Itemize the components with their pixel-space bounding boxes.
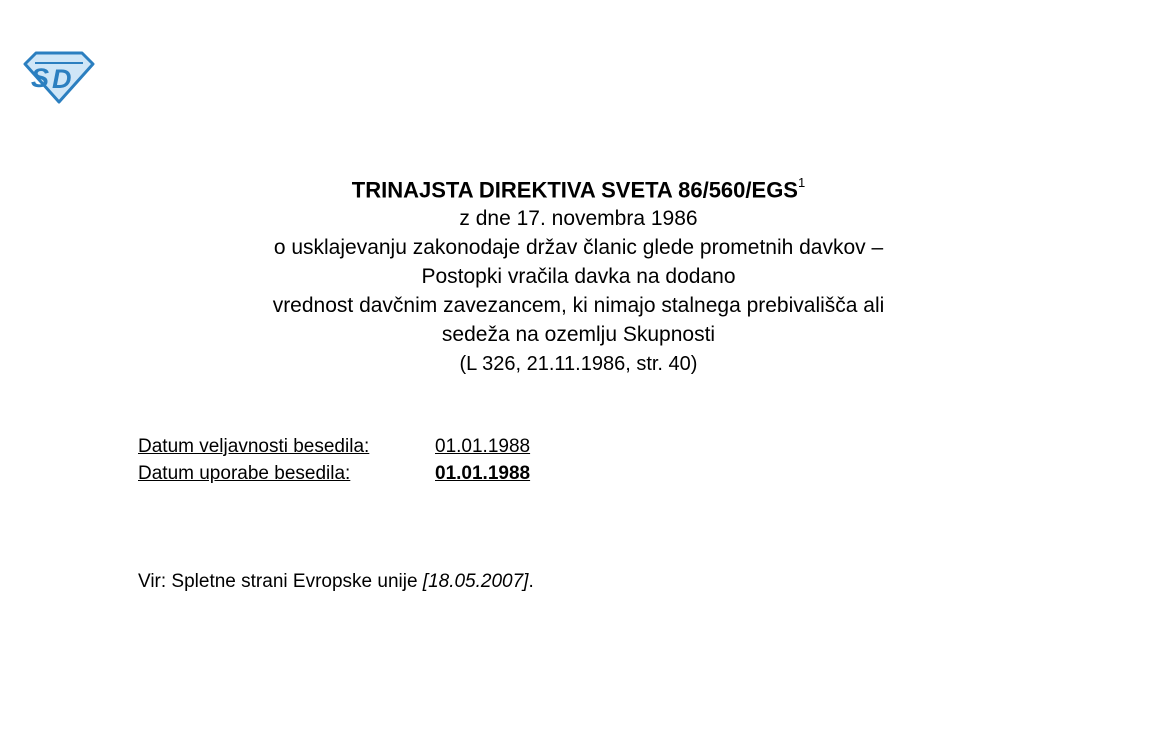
use-date-label: Datum uporabe besedila: bbox=[138, 463, 351, 484]
source-date: [18.05.2007] bbox=[422, 571, 529, 592]
validity-date-row bbox=[138, 433, 530, 460]
source-prefix: Vir: Spletne strani Evropske unije bbox=[138, 571, 423, 592]
subtitle-line: o usklajevanju zakonodaje držav članic glede prometnih davkov – bbox=[273, 236, 884, 260]
use-date-row bbox=[138, 460, 530, 487]
svg-text:S: S bbox=[31, 63, 50, 93]
footnote-mark: 1 bbox=[797, 175, 806, 190]
title-text: TRINAJSTA DIREKTIVA SVETA 86/560/EGS bbox=[351, 177, 798, 203]
sd-shield-logo-icon bbox=[22, 50, 96, 104]
official-journal-reference: (L 326, 21.11.1986, str. 40) bbox=[459, 353, 698, 376]
dates-block bbox=[138, 433, 530, 487]
subtitle-line: z dne 17. novembra 1986 bbox=[459, 207, 698, 231]
use-date-value: 01.01.1988 bbox=[435, 463, 531, 484]
svg-text:D: D bbox=[52, 64, 72, 94]
subtitle-line: sedeža na ozemlju Skupnosti bbox=[441, 323, 716, 347]
subtitle-line: Postopki vračila davka na dodano bbox=[421, 265, 736, 289]
document-header bbox=[0, 170, 1157, 379]
subtitle-line: vrednost davčnim zavezancem, ki nimajo stalnega prebivališča ali bbox=[272, 294, 885, 318]
validity-date-value: 01.01.1988 bbox=[435, 436, 531, 457]
source-suffix: . bbox=[528, 571, 534, 592]
document-title bbox=[0, 170, 1157, 204]
validity-date-label: Datum veljavnosti besedila: bbox=[138, 436, 370, 457]
source-note bbox=[138, 568, 534, 595]
